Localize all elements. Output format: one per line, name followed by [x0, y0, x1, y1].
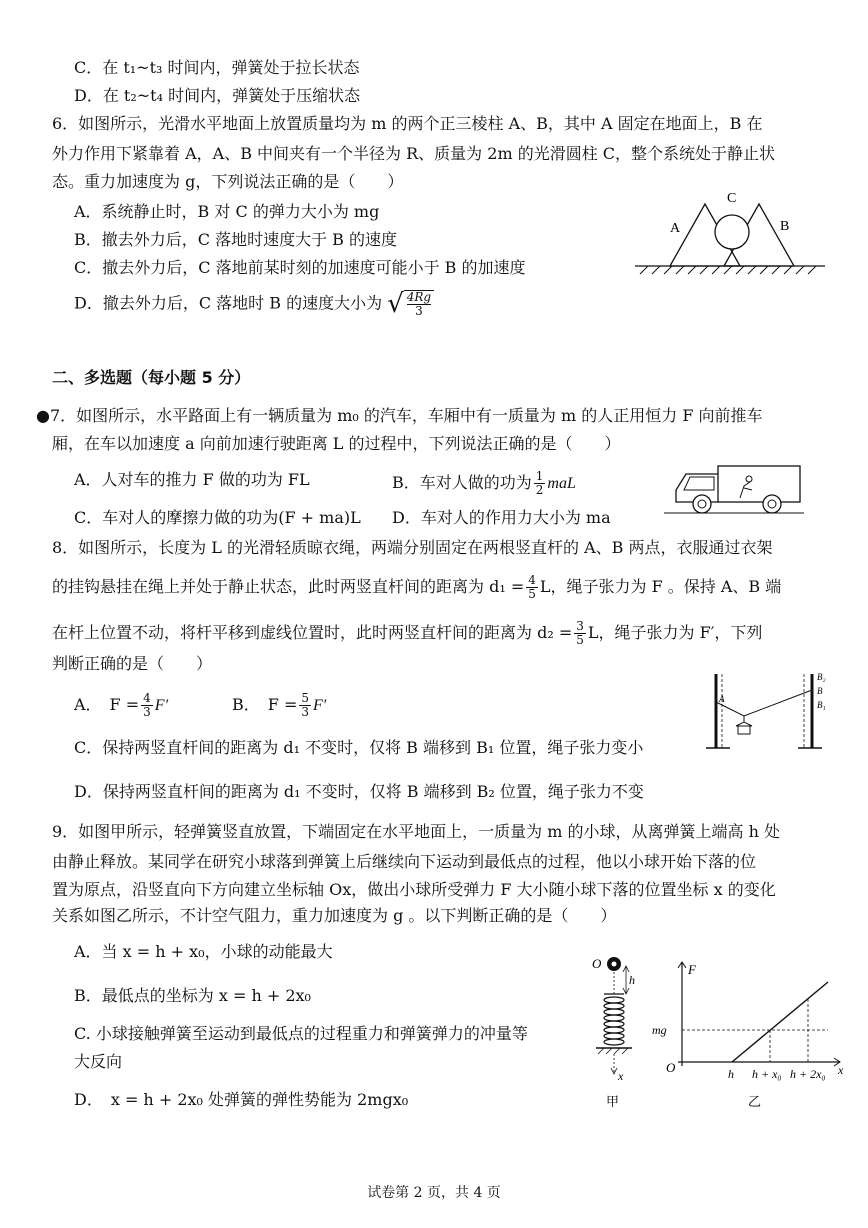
q8-d2-den: 5: [576, 633, 584, 647]
q7-fraction: [534, 470, 546, 497]
q8-option-a-text: A． F =: [74, 695, 140, 714]
q6-option-d-text: D．撤去外力后，C 落地时 B 的速度大小为: [74, 293, 383, 313]
q9-option-a: A．当 x = h + x₀，小球的动能最大: [74, 942, 333, 961]
q9-option-d: D． x = h + 2x₀ 处弹簧的弹性势能为 2mgx₀: [74, 1090, 409, 1109]
fig-point-b: B: [817, 686, 823, 696]
q7-frac-den: 2: [535, 483, 544, 497]
q8-option-b-fraction: [299, 692, 311, 719]
page-footer: 试卷第 2 页，共 4 页: [367, 1185, 501, 1201]
q7-stem-line-2: 厢，在车以加速度 a 向前加速行驶距离 L 的过程中，下列说法正确的是（ ）: [52, 434, 621, 453]
q7-truck-figure: [664, 460, 804, 520]
q8-a-num: 4: [143, 691, 151, 705]
q8-option-b: [232, 692, 326, 719]
graph-tick-h-x0: h + x₀: [752, 1067, 782, 1081]
graph-axis-x: x: [838, 1063, 844, 1077]
q8-stem-line-1: 8．如图所示，长度为 L 的光滑轻质晾衣绳，两端分别固定在两根竖直杆的 A、B 两点，衣服通过衣架: [52, 538, 773, 557]
q6-option-d: [74, 290, 434, 318]
q8-option-a-suffix: F′: [154, 697, 169, 714]
q9-stem-line-3: 置为原点，沿竖直向下方向建立坐标轴 Ox，做出小球所受弹力 F 大小随小球下落的位置坐标 x 的变化: [52, 880, 776, 899]
graph-tick-h: h: [728, 1067, 734, 1081]
q8-clothesline-figure: [700, 668, 840, 756]
fig-label-b: B: [780, 219, 790, 234]
q9-stem-line-2: 由静止释放。某同学在研究小球落到弹簧上后继续向下运动到最低点的过程，他以小球开始下落的位: [52, 852, 757, 871]
q8-fraction-d2: [574, 620, 586, 647]
q7-stem-line-1: ●7．如图所示，水平路面上有一辆质量为 m₀ 的汽车，车厢中有一质量为 m 的人正用恒力 F 向前推车: [36, 406, 763, 425]
q8-stem-2a: 的挂钩悬挂在绳上并处于静止状态，此时两竖直杆间的距离为 d₁ =: [52, 577, 525, 596]
q8-d2-num: 3: [576, 619, 584, 633]
q8-d1-num: 4: [528, 573, 536, 587]
fig-point-b1: B₁: [817, 700, 826, 710]
q8-stem-2b: L，绳子张力为 F 。保持 A、B 端: [539, 577, 782, 596]
q7-option-b-suffix: maL: [547, 475, 576, 492]
q7-option-b-text: B．车对人做的功为: [392, 473, 532, 492]
fig-axis-x: x: [618, 1069, 624, 1083]
q8-option-a-fraction: [141, 692, 153, 719]
fig-label-c: C: [727, 191, 737, 206]
spring: [604, 997, 624, 1045]
q8-stem-line-4: 判断正确的是（ ）: [52, 654, 213, 673]
q9-option-c-line-1: C. 小球接触弹簧至运动到最低点的过程重力和弹簧弹力的冲量等: [74, 1024, 528, 1043]
q6-stem-line-3: 态。重力加速度为 g，下列说法正确的是（ ）: [52, 172, 404, 191]
fig-height-h: h: [629, 973, 635, 987]
q7-option-d: D．车对人的作用力大小为 ma: [392, 508, 611, 527]
fig-origin-o: O: [592, 956, 602, 971]
q8-stem-3a: 在杆上位置不动，将杆平移到虚线位置时，此时两竖直杆间的距离为 d₂ =: [52, 623, 573, 642]
force-line: [732, 982, 828, 1062]
q6-sqrt-numerator: 4Rg: [406, 290, 432, 304]
q8-b-num: 5: [301, 691, 309, 705]
q8-option-c: C．保持两竖直杆间的距离为 d₁ 不变时，仅将 B 端移到 B₁ 位置，绳子张力变小: [74, 738, 644, 757]
fig-point-b2: B₂: [817, 672, 826, 682]
cylinder-c: [715, 215, 749, 249]
q8-option-a: [74, 692, 168, 719]
q7-option-b: [392, 470, 576, 497]
graph-axis-f: F: [688, 962, 696, 977]
q5-option-d: D．在 t₂~t₄ 时间内，弹簧处于压缩状态: [74, 86, 361, 105]
q6-stem-line-2: 外力作用下紧靠着 A，A、B 中间夹有一个半径为 R、质量为 2m 的光滑圆柱 C，整个系统处于静止状: [52, 144, 776, 163]
q8-d1-den: 5: [528, 587, 536, 601]
q7-option-c: C．车对人的摩擦力做的功为(F + ma)L: [74, 508, 361, 527]
q6-sqrt-denominator: 3: [415, 304, 423, 318]
q6-option-c: C．撤去外力后，C 落地前某时刻的加速度可能小于 B 的加速度: [74, 258, 526, 277]
graph-tick-h-2x0: h + 2x₀: [790, 1067, 826, 1081]
graph-mg-label: mg: [652, 1023, 667, 1037]
q6-stem-line-1: 6．如图所示，光滑水平地面上放置质量均为 m 的两个正三棱柱 A、B，其中 A 固定在地面上，B 在: [52, 114, 763, 133]
q7-frac-num: 1: [535, 469, 544, 483]
q8-stem-3b: L，绳子张力为 F′，下列: [587, 623, 763, 642]
q6-option-a: A．系统静止时，B 对 C 的弹力大小为 mg: [74, 202, 380, 221]
q9-option-c-line-2: 大反向: [74, 1052, 123, 1071]
q6-sqrt-expression: √ $\frac{4Rg}{3}$: [387, 290, 434, 318]
section-title: 二、多选题（每小题 5 分）: [52, 368, 251, 387]
q8-stem-line-2: [52, 574, 781, 601]
fig-point-a: A: [719, 694, 725, 704]
q8-stem-line-3: [52, 620, 762, 647]
q8-option-d: D．保持两竖直杆间的距离为 d₁ 不变时，仅将 B 端移到 B₂ 位置，绳子张力不变: [74, 782, 644, 801]
q6-option-b: B．撤去外力后，C 落地时速度大于 B 的速度: [74, 230, 398, 249]
q9-stem-line-1: 9．如图甲所示，轻弹簧竖直放置，下端固定在水平地面上，一质量为 m 的小球，从离弹簧上端高 h 处: [52, 822, 781, 841]
fig-label-a: A: [670, 221, 681, 236]
q9-stem-line-4: 关系如图乙所示，不计空气阻力，重力加速度为 g 。以下判断正确的是（ ）: [52, 906, 617, 925]
q8-b-den: 3: [301, 705, 309, 719]
q6-prism-cylinder-figure: [630, 186, 830, 276]
q9-force-position-graph: [648, 954, 848, 1110]
fig-label-jia: 甲: [606, 1095, 620, 1110]
q8-option-b-suffix: F′: [313, 697, 327, 714]
q8-fraction-d1: [526, 574, 538, 601]
graph-origin: O: [666, 1060, 676, 1075]
q8-option-b-text: B． F =: [232, 695, 298, 714]
q5-option-c: C．在 t₁~t₃ 时间内，弹簧处于拉长状态: [74, 58, 360, 77]
q8-a-den: 3: [143, 705, 151, 719]
q9-option-b: B．最低点的坐标为 x = h + 2x₀: [74, 986, 311, 1005]
q9-spring-figure: [586, 950, 646, 1110]
q7-option-a: A．人对车的推力 F 做的功为 FL: [74, 470, 310, 489]
fig-label-yi: 乙: [748, 1095, 762, 1110]
